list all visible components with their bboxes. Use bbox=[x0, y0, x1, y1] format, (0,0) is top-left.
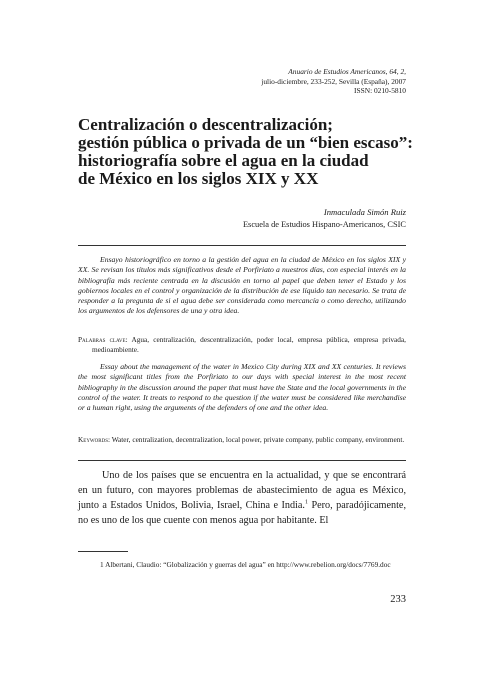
title-line: gestión pública o privada de un “bien escaso”: bbox=[78, 133, 413, 152]
issue-info: julio-diciembre, 233-252, Sevilla (España), 2007 bbox=[261, 76, 406, 86]
footnote-text: Albertani, Claudio: “Globalización y guerras del agua” en http://www.rebelion.org/docs/7769.doc bbox=[103, 560, 391, 569]
footnote-reference[interactable]: 1 bbox=[304, 499, 308, 506]
page-number: 233 bbox=[390, 594, 406, 605]
bottom-divider bbox=[78, 460, 406, 461]
keywords-label: Keywords: bbox=[78, 435, 111, 444]
body-text bbox=[78, 468, 406, 528]
title-line: historiografía sobre el agua en la ciudad bbox=[78, 151, 369, 170]
keywords-list: Water, centralization, decentralization, local power, private company, public company, environment. bbox=[111, 435, 405, 444]
journal-header bbox=[146, 67, 406, 96]
top-divider bbox=[78, 245, 406, 246]
footnote-divider bbox=[78, 551, 128, 552]
body-text-part: Pero, paradójicamente, no es uno de los que cuente con menos agua por habitante. El bbox=[78, 500, 406, 526]
abstract-spanish-text: Ensayo historiográfico en torno a la gestión del agua en la ciudad de México en los siglos XIX y XX. Se revisan los títulos más significativos desde el Porfiriato a nuestros días, con especial interés en la bibliografía más reciente centrada en la discusión en torno al papel que deben tener el Estado y los gobiernos locales en el control y organización de la distribución de ese líquido tan necesario. Se trata de responder a la pregunta de si el agua debe ser considerada como mercancía o como derecho, utilizando los argumentos de los defensores de una y otra idea. bbox=[78, 255, 406, 316]
abstract-english bbox=[78, 362, 406, 413]
abstract-spanish bbox=[78, 255, 406, 317]
keywords-spanish bbox=[78, 335, 406, 354]
title-line: de México en los siglos XIX y XX bbox=[78, 169, 319, 188]
body-text-part: Uno de los países que se encuentra en la actualidad, y que se encontrará en un futuro, con mayores problemas de abastecimiento de agua es México, junto a Estados Unidos, Bolivia, Israel, China e India. bbox=[78, 470, 406, 511]
keywords-english bbox=[78, 435, 406, 445]
keywords-list: Agua, centralización, descentralización, poder local, empresa pública, empresa privada, medioambiente. bbox=[92, 335, 407, 354]
footnote bbox=[78, 560, 406, 570]
author-name: Inmaculada Simón Ruiz bbox=[323, 207, 406, 217]
keywords-label: Palabras clave: bbox=[78, 335, 128, 344]
footnote-number: 1 bbox=[100, 560, 104, 569]
author-affiliation: Escuela de Estudios Hispano-Americanos, CSIC bbox=[242, 220, 406, 229]
title-line: Centralización o descentralización; bbox=[78, 115, 333, 134]
abstract-english-text: Essay about the management of the water in Mexico City during XIX and XX centuries. It reviews the most significant titles from the Porfiriato to our days with special interest in the most recent bibliography in the discussion around the paper that must have the State and the local governments in the control of the water. It treats to respond to the question if the water must be considered like merchandise or a human right, using the arguments of the defenders of one and the other idea. bbox=[78, 362, 406, 413]
article-title bbox=[78, 116, 418, 188]
journal-name: Anuario de Estudios Americanos, 64, 2, bbox=[288, 67, 406, 76]
body-paragraph bbox=[78, 468, 406, 528]
issn: ISSN: 0210-5810 bbox=[354, 86, 406, 96]
